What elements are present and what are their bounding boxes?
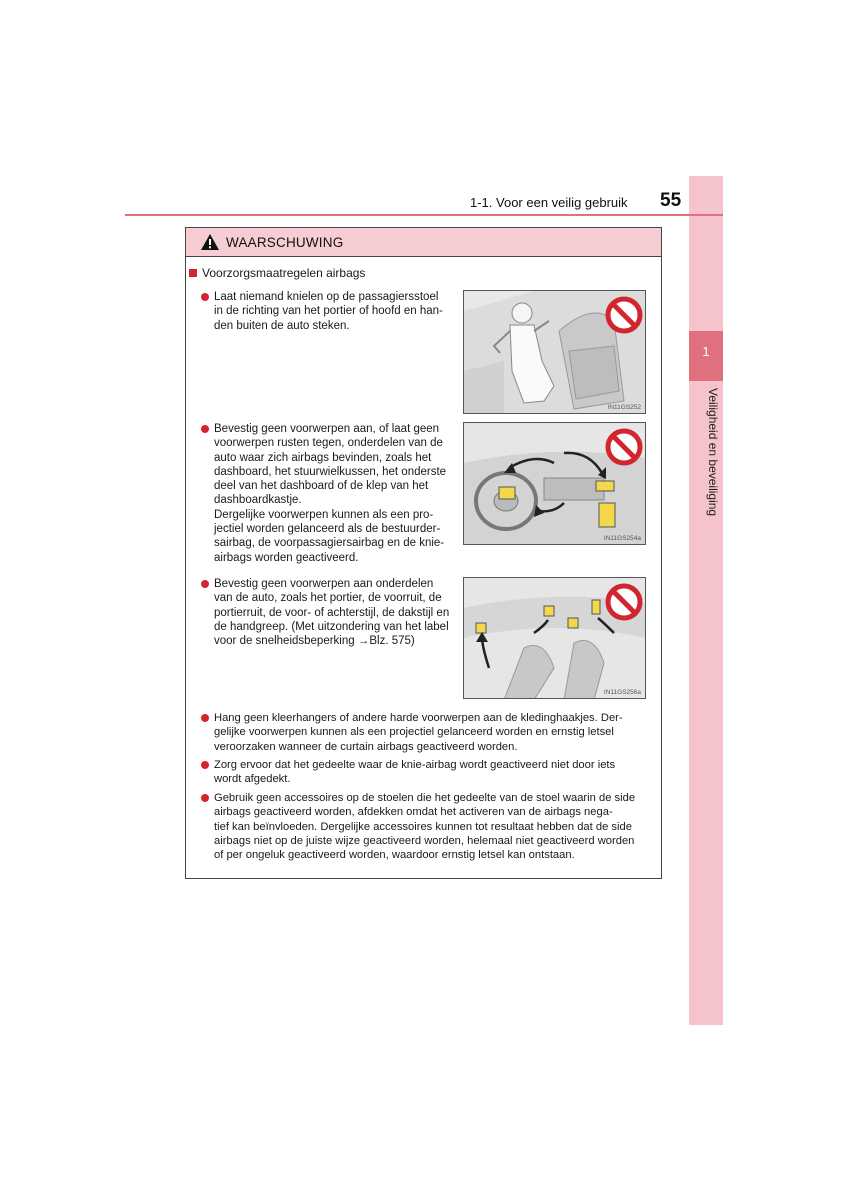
list-item — [214, 791, 659, 862]
chapter-number: 1 — [702, 344, 710, 359]
item-line: den buiten de auto steken. — [214, 319, 350, 332]
item-line: de handgreep. (Met uitzondering van het label — [214, 620, 449, 633]
item-line: dashboardkastje. — [214, 494, 302, 507]
item-line: voorwerpen rusten tegen, onderdelen van de — [214, 437, 443, 450]
item-line: Gebruik geen accessoires op de stoelen die het gedeelte van de stoel waarin de side — [214, 792, 636, 804]
item-line: Bevestig geen voorwerpen aan, of laat geen — [214, 423, 440, 435]
prohibition-icon — [604, 295, 644, 335]
item-line: tief kan beïnvloeden. Dergelijke accessoires kunnen tot resultaat hebben dat de side — [214, 820, 632, 833]
item-line: airbags geactiveerd worden, afdekken omdat het activeren van de airbags nega- — [214, 806, 613, 819]
image-code: IN11GS252 — [607, 404, 641, 411]
header-divider — [125, 214, 723, 216]
item-line: sairbag, de voorpassagiersairbag en de knie- — [214, 537, 445, 550]
image-code: IN11GS254a — [603, 535, 641, 542]
item-line: Laat niemand knielen op de passagiersstoel — [214, 291, 439, 303]
list-item — [214, 290, 459, 333]
section-title: 1-1. Voor een veilig gebruik — [470, 195, 628, 210]
bullet-dot-icon — [201, 580, 209, 588]
page-number: 55 — [660, 190, 682, 211]
chapter-tab-strip — [689, 176, 723, 1025]
list-item — [214, 577, 459, 648]
item-line: airbags niet op de juiste wijze geactiveerd worden, helemaal niet geactiveerd worden — [214, 834, 635, 847]
section-heading — [189, 266, 365, 280]
item-line: voor de snelheidsbeperking →Blz. 575) — [214, 635, 415, 648]
illustration-car-interior — [463, 577, 646, 699]
prohibition-icon — [604, 427, 644, 467]
list-item — [214, 422, 459, 565]
image-code: IN11GS256a — [603, 689, 641, 696]
chapter-title: Veiligheid en beveiliging — [706, 388, 720, 517]
bullet-dot-icon — [201, 794, 209, 802]
prohibition-icon — [604, 582, 644, 622]
item-line: veroorzaken wanneer de curtain airbags geactiveerd worden. — [214, 740, 518, 753]
item-line: jectiel worden gelanceerd als de bestuurder- — [214, 523, 441, 536]
warning-triangle-icon — [200, 233, 220, 251]
item-line: deel van het dashboard of de klep van het — [214, 480, 429, 493]
item-line: Dergelijke voorwerpen kunnen als een pro- — [214, 508, 434, 521]
warning-header — [186, 228, 661, 257]
warning-title: WAARSCHUWING — [226, 234, 344, 250]
illustration-kneeling-passenger — [463, 290, 646, 414]
section-heading-label: Voorzorgsmaatregelen airbags — [202, 266, 366, 280]
item-line: Hang geen kleerhangers of andere harde voorwerpen aan de kledinghaakjes. Der- — [214, 712, 623, 724]
list-item — [214, 758, 659, 787]
list-item — [214, 711, 659, 754]
illustration-dashboard — [463, 422, 646, 545]
item-line: gelijke voorwerpen kunnen als een projectiel gelanceerd worden en ernstig letsel — [214, 726, 614, 739]
item-line: wordt afgedekt. — [214, 773, 291, 786]
item-line: portierruit, de voor- of achterstijl, de dakstijl en — [214, 606, 450, 619]
item-line: Bevestig geen voorwerpen aan onderdelen — [214, 578, 434, 590]
item-line: dashboard, het stuurwielkussen, het onderste — [214, 465, 447, 478]
item-line: airbags worden geactiveerd. — [214, 551, 359, 564]
item-line: in de richting van het portier of hoofd en han- — [214, 305, 443, 318]
item-line: auto waar zich airbags bevinden, zoals het — [214, 451, 432, 464]
bullet-dot-icon — [201, 761, 209, 769]
bullet-dot-icon — [201, 714, 209, 722]
bullet-dot-icon — [201, 293, 209, 301]
bullet-dot-icon — [201, 425, 209, 433]
square-bullet-icon — [189, 269, 197, 277]
item-line: of per ongeluk geactiveerd worden, waardoor ernstig letsel kan ontstaan. — [214, 849, 575, 862]
item-line: van de auto, zoals het portier, de voorruit, de — [214, 592, 442, 605]
item-line: Zorg ervoor dat het gedeelte waar de knie-airbag wordt geactiveerd niet door iets — [214, 759, 616, 771]
